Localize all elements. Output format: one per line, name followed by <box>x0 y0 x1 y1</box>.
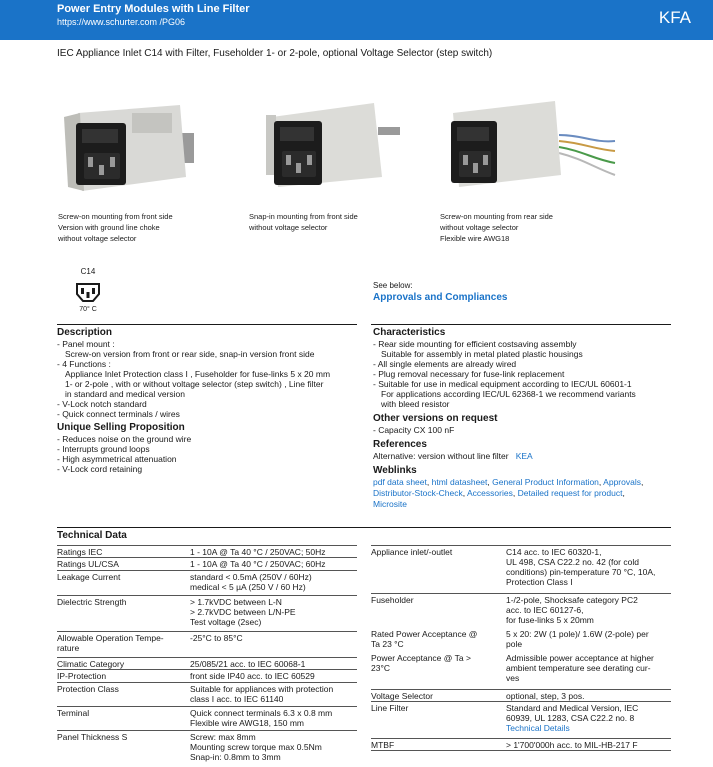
see-below-label: See below: <box>373 281 413 290</box>
table-row: Line Filter Standard and Medical Version, IEC 60939, UL 1283, CSA C22.2 no. 8 Technical Details <box>371 701 671 736</box>
weblink-microsite[interactable]: Microsite <box>373 499 408 509</box>
product-photo-front-screw <box>58 95 218 205</box>
table-row: Appliance inlet/-outlet C14 acc. to IEC 60320-1, UL 498, CSA C22.2 no. 42 (for cold conditions) pin-temperature 70 °C, 10A, Protection Class I <box>371 545 671 589</box>
table-row: Climatic Category 25/085/21 acc. to IEC 60068-1 <box>57 657 357 669</box>
product-photo-snap-in <box>258 95 418 205</box>
product-photo-rear-screw <box>443 95 618 205</box>
c14-temperature: 70° C <box>79 306 97 313</box>
weblinks-list: pdf data sheet, html datasheet, General Product Information, Approvals, Distributor-Stock-Check, Accessories, Detailed request for product, Microsite <box>373 477 644 509</box>
caption-photo-3: Screw-on mounting from rear side without voltage selector Flexible wire AWG18 <box>440 212 553 243</box>
caption-photo-2: Snap-in mounting from front side without voltage selector <box>249 212 358 232</box>
table-row: Panel Thickness S Screw: max 8mm Mounting screw torque max 0.5Nm Snap-in: 0.8mm to 3mm <box>57 730 357 764</box>
weblink-distributor-stock[interactable]: Distributor-Stock-Check <box>373 488 463 498</box>
weblink-pdf-datasheet[interactable]: pdf data sheet <box>373 477 427 487</box>
table-row: Allowable Operation Tempe- rature -25°C to 85°C <box>57 631 357 656</box>
characteristics-heading: Characteristics <box>373 327 446 338</box>
references-line: Alternative: version without line filter KEA <box>373 451 533 461</box>
table-row: Rated Power Acceptance @ Ta 23 °C 5 x 20: 2W (1 pole)/ 1.6W (2-pole) per pole <box>371 629 649 649</box>
caption-photo-1: Screw-on mounting from front side Version with ground line choke without voltage selector <box>58 212 173 243</box>
other-versions-heading: Other versions on request <box>373 413 498 424</box>
weblink-detailed-request[interactable]: Detailed request for product <box>517 488 623 498</box>
table-row: Fuseholder 1-/2-pole, Shocksafe category PC2 acc. to IEC 60127-6, for fuse-links 5 x 20mm <box>371 593 671 627</box>
reference-link-kea[interactable]: KEA <box>515 451 533 461</box>
weblink-approvals[interactable]: Approvals <box>603 477 641 487</box>
table-row: IP-Protection front side IP40 acc. to IEC 60529 <box>57 669 357 681</box>
divider-technical <box>57 527 671 528</box>
divider-left <box>57 324 357 325</box>
weblink-accessories[interactable]: Accessories <box>467 488 513 498</box>
weblink-general-info[interactable]: General Product Information <box>492 477 599 487</box>
product-subtitle: IEC Appliance Inlet C14 with Filter, Fuseholder 1- or 2-pole, optional Voltage Selector (step switch) <box>57 48 493 59</box>
description-heading: Description <box>57 327 113 338</box>
approvals-link[interactable]: Approvals and Compliances <box>373 292 508 303</box>
technical-details-link[interactable]: Technical Details <box>506 723 570 733</box>
weblink-html-datasheet[interactable]: html datasheet <box>431 477 488 487</box>
table-row: Power Acceptance @ Ta > 23°C Admissible power acceptance at higher ambient temperature see derating cur- ves <box>371 653 654 683</box>
characteristics-section: Characteristics - Rear side mounting for efficient costsaving assembly Suitable for assembly in metal plated plastic housings - All single elements are already wired - Plug removal necessary for fuse-link replacement - Suitable for use in medical equipment according to IEC/UL 60601-1 For applications according IEC/UL 62368-1 we recommend variants with bleed resistor Other versions on request - Capacity CX 100 nF References Alternative: version without line filter KEA Weblinks pdf data sheet, html datasheet, General Product Information, Approvals, Distributor-Stock-Check, Accessories, Detailed request for product, Microsite <box>373 327 673 510</box>
product-code: KFA <box>658 8 691 27</box>
table-row: Leakage Current standard < 0.5mA (250V / 60Hz) medical < 5 µA (250 V / 60 Hz) <box>57 570 357 595</box>
description-section: Description - Panel mount : Screw-on version from front or rear side, snap-in version front side - 4 Functions : Appliance Inlet Protection class I , Fuseholder for fuse-links 5 x 20 mm 1- or 2-pole , with or without voltage selector (step switch) , Line filter in standard and medical version - V-Lock notch standard - Quick connect terminals / wires Unique Selling Proposition - Reduces noise on the ground wire - Interrupts ground loops - High asymmetrical attenuation - V-Lock cord retaining <box>57 327 362 474</box>
table-row: Dielectric Strength > 1.7kVDC between L-N > 2.7kVDC between L/N-PE Test voltage (2sec) <box>57 595 357 629</box>
weblinks-heading: Weblinks <box>373 465 417 476</box>
header-bar <box>0 0 713 40</box>
usp-heading: Unique Selling Proposition <box>57 422 185 433</box>
c14-label: C14 <box>80 267 96 276</box>
table-row: Voltage Selector optional, step, 3 pos. <box>371 689 671 701</box>
table-row: Protection Class Suitable for appliances with protection class I acc. to IEC 61140 <box>57 682 357 707</box>
table-row: MTBF > 1'700'000h acc. to MIL-HB-217 F <box>371 738 671 751</box>
table-row: Terminal Quick connect terminals 6.3 x 0.8 mm Flexible wire AWG18, 150 mm <box>57 706 357 729</box>
divider-right <box>371 324 671 325</box>
technical-data-heading: Technical Data <box>57 530 127 541</box>
references-heading: References <box>373 439 427 450</box>
header-url[interactable]: https://www.schurter.com /PG06 <box>57 17 186 27</box>
table-row: Ratings UL/CSA 1 - 10A @ Ta 40 °C / 250VAC; 60Hz <box>57 557 357 569</box>
c14-inlet-icon <box>74 281 102 303</box>
page-title: Power Entry Modules with Line Filter <box>57 3 250 15</box>
table-row: Ratings IEC 1 - 10A @ Ta 40 °C / 250VAC; 50Hz <box>57 545 357 557</box>
